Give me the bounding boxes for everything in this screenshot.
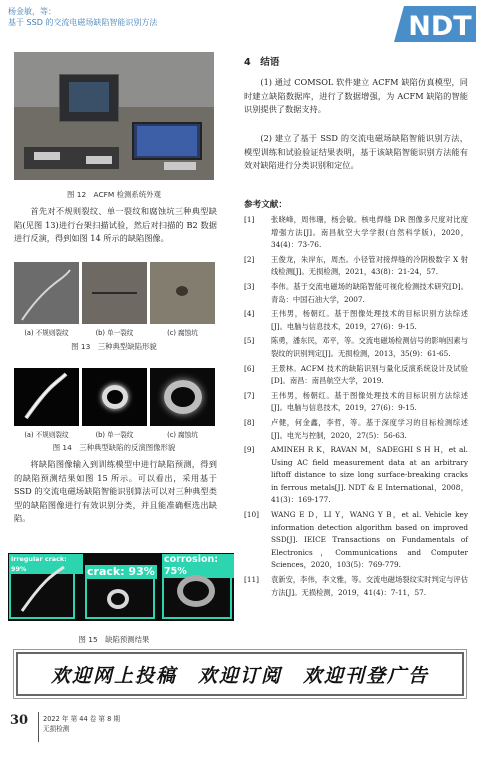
- fig14-c-image: [150, 368, 215, 426]
- fig15-c-image: [161, 553, 234, 621]
- footer-info: [43, 714, 120, 734]
- fig14-b-image: [82, 368, 147, 426]
- reference-item: [7] 王伟男，杨朝红。基于图像处理技术的目标识别方法综述[J]。电脑与信息技术，2019，27(6)：9-15.: [244, 390, 468, 413]
- fig13-b-image: [82, 262, 147, 324]
- reference-item: [8] 卢健，何金鑫，李哲，等。基于深度学习的目标检测综述[J]。电光与控制，2020，27(5)：56-63.: [244, 417, 468, 440]
- left-paragraph-1: 首先对不规则裂纹、单一裂纹和腐蚀坑三种典型缺陷(见图 13)进行台架扫描试验，然后对扫描的 B2 数据进行反演，得到如图 14 所示的缺陷图像。: [14, 206, 217, 244]
- fig13-a-image: [14, 262, 79, 324]
- fig14-caption: 图 14 三种典型缺陷的反演图像形貌: [52, 443, 176, 452]
- fig13-c-image: [150, 262, 215, 324]
- fig12-caption: 图 12 ACFM 检测系统外观: [67, 190, 161, 199]
- fig14-sub-b: (b) 单一裂纹: [95, 431, 134, 439]
- conclusion-paragraph-1: (1) 通过 COMSOL 软件建立 ACFM 缺陷仿真模型，同时建立缺陷数据库，进行了数据增强，为 ACFM 缺陷的智能识别提供了数据支持。: [244, 77, 468, 115]
- reference-item: [6] 王景林。ACFM 技术的缺陷识别与量化反演系统设计及试验[D]。南昌：南昌航空大学，2019.: [244, 363, 468, 386]
- fig15-caption: 图 15 缺陷预测结果: [78, 635, 150, 644]
- left-paragraph-2: 将缺陷图像输入到训练模型中进行缺陷预测，得到的缺陷预测结果如图 15 所示。可以看出，采用基于 SSD 的交流电磁场缺陷智能识别算法可以对三种典型类型的缺陷图像进行有效识别分类，并且能准确框选出缺陷。: [14, 459, 217, 524]
- fig15-b-image: [83, 553, 161, 621]
- fig13-sub-a: (a) 不规则裂纹: [24, 329, 69, 337]
- reference-item: [1] 张晓峰，周伟珊，杨会敏。核电焊缝 DR 图像多尺度对比度增强方法[J]。南昌航空大学学报(自然科学版)，2020，34(4)：73-76.: [244, 215, 468, 250]
- reference-list: [244, 214, 468, 601]
- logo-text: NDT: [408, 11, 472, 42]
- fig13-sub-b: (b) 单一裂纹: [95, 329, 134, 337]
- reference-item: [4] 王伟男，杨朝红。基于图像处理技术的目标识别方法综述[J]。电脑与信息技术，2019，27(6)：9-15.: [244, 309, 468, 331]
- conclusion-paragraph-2: (2) 建立了基于 SSD 的交流电磁场缺陷智能识别方法，模型训练和试验验证结果表明，基于该缺陷智能识别方法能有效对缺陷进行分类识别和定位。: [244, 133, 468, 171]
- fig15-label-corrosion: corrosion: 75%: [162, 554, 234, 578]
- fig15-label-crack: crack: 93%: [87, 565, 155, 578]
- reference-item: [3] 李伟。基于交流电磁场的缺陷智能可视化检测技术研究[D]。青岛：中国石油大学，2007.: [244, 281, 468, 304]
- fig13-sub-c: (c) 腐蚀坑: [167, 329, 198, 337]
- reference-item: [2] 王俊龙，朱岸东，周杰。小径管对接焊缝的冷阴极数字 X 射线检测[J]。无损检测，2021，43(8)：21-24，57.: [244, 254, 468, 277]
- footer-issue: 2022 年 第 44 卷 第 8 期: [43, 715, 121, 723]
- fig14-a-image: [14, 368, 79, 426]
- footer-journal: 无损检测: [43, 725, 70, 733]
- references-heading: 参考文献：: [244, 200, 287, 210]
- reference-item: [10] WANG E D，LI Y，WANG Y B，et al. Vehicle key information detection algorithm based on improved SSD[J]. IEICE Transactions on Fundamentals of Electronics，Communications and Computer Sciences，2020，103(5)：769-779.: [244, 510, 468, 570]
- section-4-heading: 4 结语: [244, 57, 280, 68]
- fig14-sub-a: (a) 不规则裂纹: [24, 431, 69, 439]
- fig15-a-image: [8, 553, 83, 621]
- reference-item: [9] AMINEH R K，RAVAN M，SADEGHI S H H，et al. Using AC field measurement data at an arbitrary liftoff distance to size long surface-breaking cracks in ferrous metals[J]. NDT & E International，2008，41(3)：169-177.: [244, 445, 468, 505]
- fig12-photo: [14, 52, 214, 180]
- fig13-caption: 图 13 三种典型缺陷形貌: [71, 342, 157, 351]
- promo-banner: 欢迎网上投稿 欢迎订阅 欢迎刊登广告: [16, 652, 464, 696]
- fig14-sub-c: (c) 腐蚀坑: [167, 431, 198, 439]
- page-number: 30: [10, 713, 29, 728]
- running-head-author: 杨金敏，等：: [8, 7, 56, 16]
- reference-item: [5] 陈勇，潘东民，邓平，等。交流电磁场检测信号的影响因素与裂纹的识别判定[J]。无损检测，2013，35(9)：61-65.: [244, 336, 469, 358]
- footer-divider: [38, 712, 39, 742]
- reference-item: [11] 袁新安，李伟，李文雅，等。交流电磁场裂纹实时判定与评估方法[J]。无损检测，2019，41(4)：7-11，57.: [244, 575, 469, 597]
- fig15-label-irregular: irregular crack: 99%: [9, 554, 83, 574]
- running-head-title: 基于 SSD 的交流电磁场缺陷智能识别方法: [8, 18, 158, 27]
- ndt-logo: [394, 4, 476, 44]
